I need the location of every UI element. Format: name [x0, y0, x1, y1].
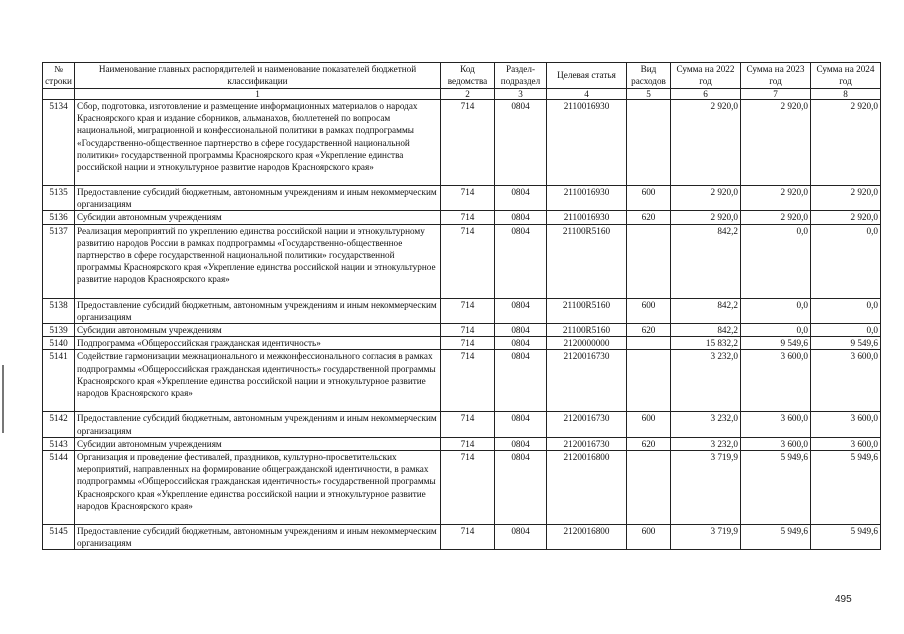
- row-name: Субсидии автономным учреждениям: [75, 211, 441, 224]
- row-sum-2024: 0,0: [811, 224, 881, 298]
- table-row: [43, 437, 881, 450]
- header-section: Раздел-подраздел: [495, 63, 547, 89]
- row-sum-2024: 0,0: [811, 324, 881, 337]
- row-dept-code: 714: [441, 186, 495, 211]
- row-target-code: 2120016800: [547, 525, 627, 550]
- row-section-code: 0804: [495, 324, 547, 337]
- row-expense-type: [627, 100, 671, 186]
- row-dept-code: 714: [441, 451, 495, 525]
- row-name: Предоставление субсидий бюджетным, автономным учреждениям и иным некоммерческим организациям: [75, 525, 441, 550]
- row-number: 5141: [43, 350, 75, 412]
- row-sum-2022: 15 832,2: [671, 337, 741, 350]
- row-expense-type: 600: [627, 186, 671, 211]
- column-number: 7: [741, 89, 811, 100]
- row-dept-code: 714: [441, 337, 495, 350]
- row-expense-type: 620: [627, 324, 671, 337]
- header-target: Целевая статья: [547, 63, 627, 89]
- row-dept-code: 714: [441, 211, 495, 224]
- row-number: 5139: [43, 324, 75, 337]
- header-row-no: № строки: [43, 63, 75, 89]
- row-name: Организация и проведение фестивалей, праздников, культурно-просветительских мероприятий, направленных на формирование общегражданской идентичности, в рамках подпрограммы «Общероссийская гражданская идентичность» государственной программы Красноярского края «Укрепление единства российской нации и этнокультурное развитие народов Красноярского края»: [75, 451, 441, 525]
- table-row: [43, 350, 881, 412]
- row-sum-2022: 842,2: [671, 324, 741, 337]
- row-target-code: 2110016930: [547, 100, 627, 186]
- row-section-code: 0804: [495, 224, 547, 298]
- row-dept-code: 714: [441, 224, 495, 298]
- column-number: 3: [495, 89, 547, 100]
- row-section-code: 0804: [495, 437, 547, 450]
- row-sum-2022: 842,2: [671, 298, 741, 323]
- row-sum-2022: 3 232,0: [671, 437, 741, 450]
- header-row: [43, 63, 881, 89]
- row-sum-2023: 9 549,6: [741, 337, 811, 350]
- row-sum-2023: 0,0: [741, 324, 811, 337]
- row-sum-2023: 0,0: [741, 298, 811, 323]
- row-target-code: 2120016730: [547, 412, 627, 437]
- row-section-code: 0804: [495, 298, 547, 323]
- row-section-code: 0804: [495, 211, 547, 224]
- row-dept-code: 714: [441, 100, 495, 186]
- row-sum-2024: 3 600,0: [811, 350, 881, 412]
- row-name: Содействие гармонизации межнационального и межконфессионального согласия в рамках подпрограммы «Общероссийская гражданская идентичность» государственной программы Красноярского края «Укрепление единства российской нации и этнокультурное развитие народов Красноярского края»: [75, 350, 441, 412]
- row-expense-type: 620: [627, 437, 671, 450]
- row-number: 5145: [43, 525, 75, 550]
- row-target-code: 2110016930: [547, 186, 627, 211]
- column-number-row: [43, 89, 881, 100]
- row-expense-type: [627, 451, 671, 525]
- row-sum-2023: 3 600,0: [741, 350, 811, 412]
- table-row: [43, 186, 881, 211]
- row-sum-2022: 2 920,0: [671, 211, 741, 224]
- column-number: [43, 89, 75, 100]
- table-row: [43, 224, 881, 298]
- row-name: Реализация мероприятий по укреплению единства российской нации и этнокультурному развитию народов России в рамках подпрограммы «Государственно-общественное партнерство в сфере государственной национальной политики» государственной программы Красноярского края «Укрепление единства российской нации и этнокультурное развитие народов Красноярского края»: [75, 224, 441, 298]
- column-number: 5: [627, 89, 671, 100]
- table-row: [43, 100, 881, 186]
- row-number: 5138: [43, 298, 75, 323]
- row-name: Сбор, подготовка, изготовление и размещение информационных материалов о народах Красноярского края и издание сборников, альманахов, бюллетеней по вопросам национальной, миграционной и конфессиональной политики в рамках подпрограммы «Государственно-общественное партнерство в сфере государственной национальной политики» государственной программы Красноярского края «Укрепление единства российской нации и этнокультурное развитие народов Красноярского края»: [75, 100, 441, 186]
- row-sum-2024: 5 949,6: [811, 451, 881, 525]
- budget-table: [42, 62, 881, 550]
- table-row: [43, 324, 881, 337]
- column-number: 6: [671, 89, 741, 100]
- row-sum-2024: 5 949,6: [811, 525, 881, 550]
- row-sum-2023: 3 600,0: [741, 437, 811, 450]
- row-sum-2022: 2 920,0: [671, 100, 741, 186]
- row-sum-2022: 3 719,9: [671, 451, 741, 525]
- row-expense-type: [627, 350, 671, 412]
- row-section-code: 0804: [495, 412, 547, 437]
- row-name: Предоставление субсидий бюджетным, автономным учреждениям и иным некоммерческим организациям: [75, 412, 441, 437]
- row-name: Субсидии автономным учреждениям: [75, 324, 441, 337]
- header-sum-2024: Сумма на 2024 год: [811, 63, 881, 89]
- row-expense-type: 600: [627, 412, 671, 437]
- row-section-code: 0804: [495, 350, 547, 412]
- header-dept: Код ведомства: [441, 63, 495, 89]
- row-expense-type: 600: [627, 298, 671, 323]
- header-sum-2022: Сумма на 2022 год: [671, 63, 741, 89]
- table-row: [43, 412, 881, 437]
- row-sum-2024: 3 600,0: [811, 412, 881, 437]
- column-number: 1: [75, 89, 441, 100]
- row-section-code: 0804: [495, 451, 547, 525]
- row-name: Субсидии автономным учреждениям: [75, 437, 441, 450]
- row-number: 5137: [43, 224, 75, 298]
- header-name: Наименование главных распорядителей и наименование показателей бюджетной классификации: [75, 63, 441, 89]
- row-number: 5134: [43, 100, 75, 186]
- row-sum-2022: 2 920,0: [671, 186, 741, 211]
- row-target-code: 21100R5160: [547, 324, 627, 337]
- row-target-code: 21100R5160: [547, 224, 627, 298]
- column-number: 2: [441, 89, 495, 100]
- table-row: [43, 298, 881, 323]
- page-number: 495: [835, 594, 852, 605]
- row-number: 5140: [43, 337, 75, 350]
- row-number: 5135: [43, 186, 75, 211]
- column-number: 8: [811, 89, 881, 100]
- row-sum-2024: 9 549,6: [811, 337, 881, 350]
- row-target-code: 2120016730: [547, 350, 627, 412]
- row-sum-2024: 0,0: [811, 298, 881, 323]
- row-number: 5142: [43, 412, 75, 437]
- row-sum-2022: 3 719,9: [671, 525, 741, 550]
- scan-margin-mark: [2, 365, 4, 433]
- row-number: 5144: [43, 451, 75, 525]
- row-expense-type: 600: [627, 525, 671, 550]
- row-dept-code: 714: [441, 437, 495, 450]
- table-row: [43, 525, 881, 550]
- row-sum-2024: 2 920,0: [811, 100, 881, 186]
- row-sum-2024: 3 600,0: [811, 437, 881, 450]
- row-name: Предоставление субсидий бюджетным, автономным учреждениям и иным некоммерческим организациям: [75, 186, 441, 211]
- row-name: Предоставление субсидий бюджетным, автономным учреждениям и иным некоммерческим организациям: [75, 298, 441, 323]
- row-sum-2023: 5 949,6: [741, 525, 811, 550]
- row-number: 5143: [43, 437, 75, 450]
- row-section-code: 0804: [495, 100, 547, 186]
- table-row: [43, 451, 881, 525]
- row-section-code: 0804: [495, 337, 547, 350]
- row-sum-2022: 3 232,0: [671, 412, 741, 437]
- row-target-code: 2120016800: [547, 451, 627, 525]
- row-dept-code: 714: [441, 298, 495, 323]
- column-number: 4: [547, 89, 627, 100]
- row-sum-2023: 2 920,0: [741, 100, 811, 186]
- row-target-code: 21100R5160: [547, 298, 627, 323]
- table-row: [43, 337, 881, 350]
- row-dept-code: 714: [441, 525, 495, 550]
- row-sum-2023: 3 600,0: [741, 412, 811, 437]
- row-target-code: 2120016730: [547, 437, 627, 450]
- row-sum-2024: 2 920,0: [811, 186, 881, 211]
- row-dept-code: 714: [441, 350, 495, 412]
- header-sum-2023: Сумма на 2023 год: [741, 63, 811, 89]
- row-sum-2023: 2 920,0: [741, 211, 811, 224]
- row-dept-code: 714: [441, 324, 495, 337]
- table-row: [43, 211, 881, 224]
- row-expense-type: [627, 224, 671, 298]
- row-sum-2023: 5 949,6: [741, 451, 811, 525]
- row-sum-2022: 842,2: [671, 224, 741, 298]
- row-target-code: 2110016930: [547, 211, 627, 224]
- table-body: [43, 100, 881, 550]
- row-dept-code: 714: [441, 412, 495, 437]
- row-expense-type: [627, 337, 671, 350]
- row-expense-type: 620: [627, 211, 671, 224]
- header-expense-type: Вид расходов: [627, 63, 671, 89]
- row-name: Подпрограмма «Общероссийская гражданская идентичность»: [75, 337, 441, 350]
- row-target-code: 2120000000: [547, 337, 627, 350]
- row-sum-2022: 3 232,0: [671, 350, 741, 412]
- row-section-code: 0804: [495, 525, 547, 550]
- row-section-code: 0804: [495, 186, 547, 211]
- row-sum-2024: 2 920,0: [811, 211, 881, 224]
- row-sum-2023: 2 920,0: [741, 186, 811, 211]
- row-sum-2023: 0,0: [741, 224, 811, 298]
- row-number: 5136: [43, 211, 75, 224]
